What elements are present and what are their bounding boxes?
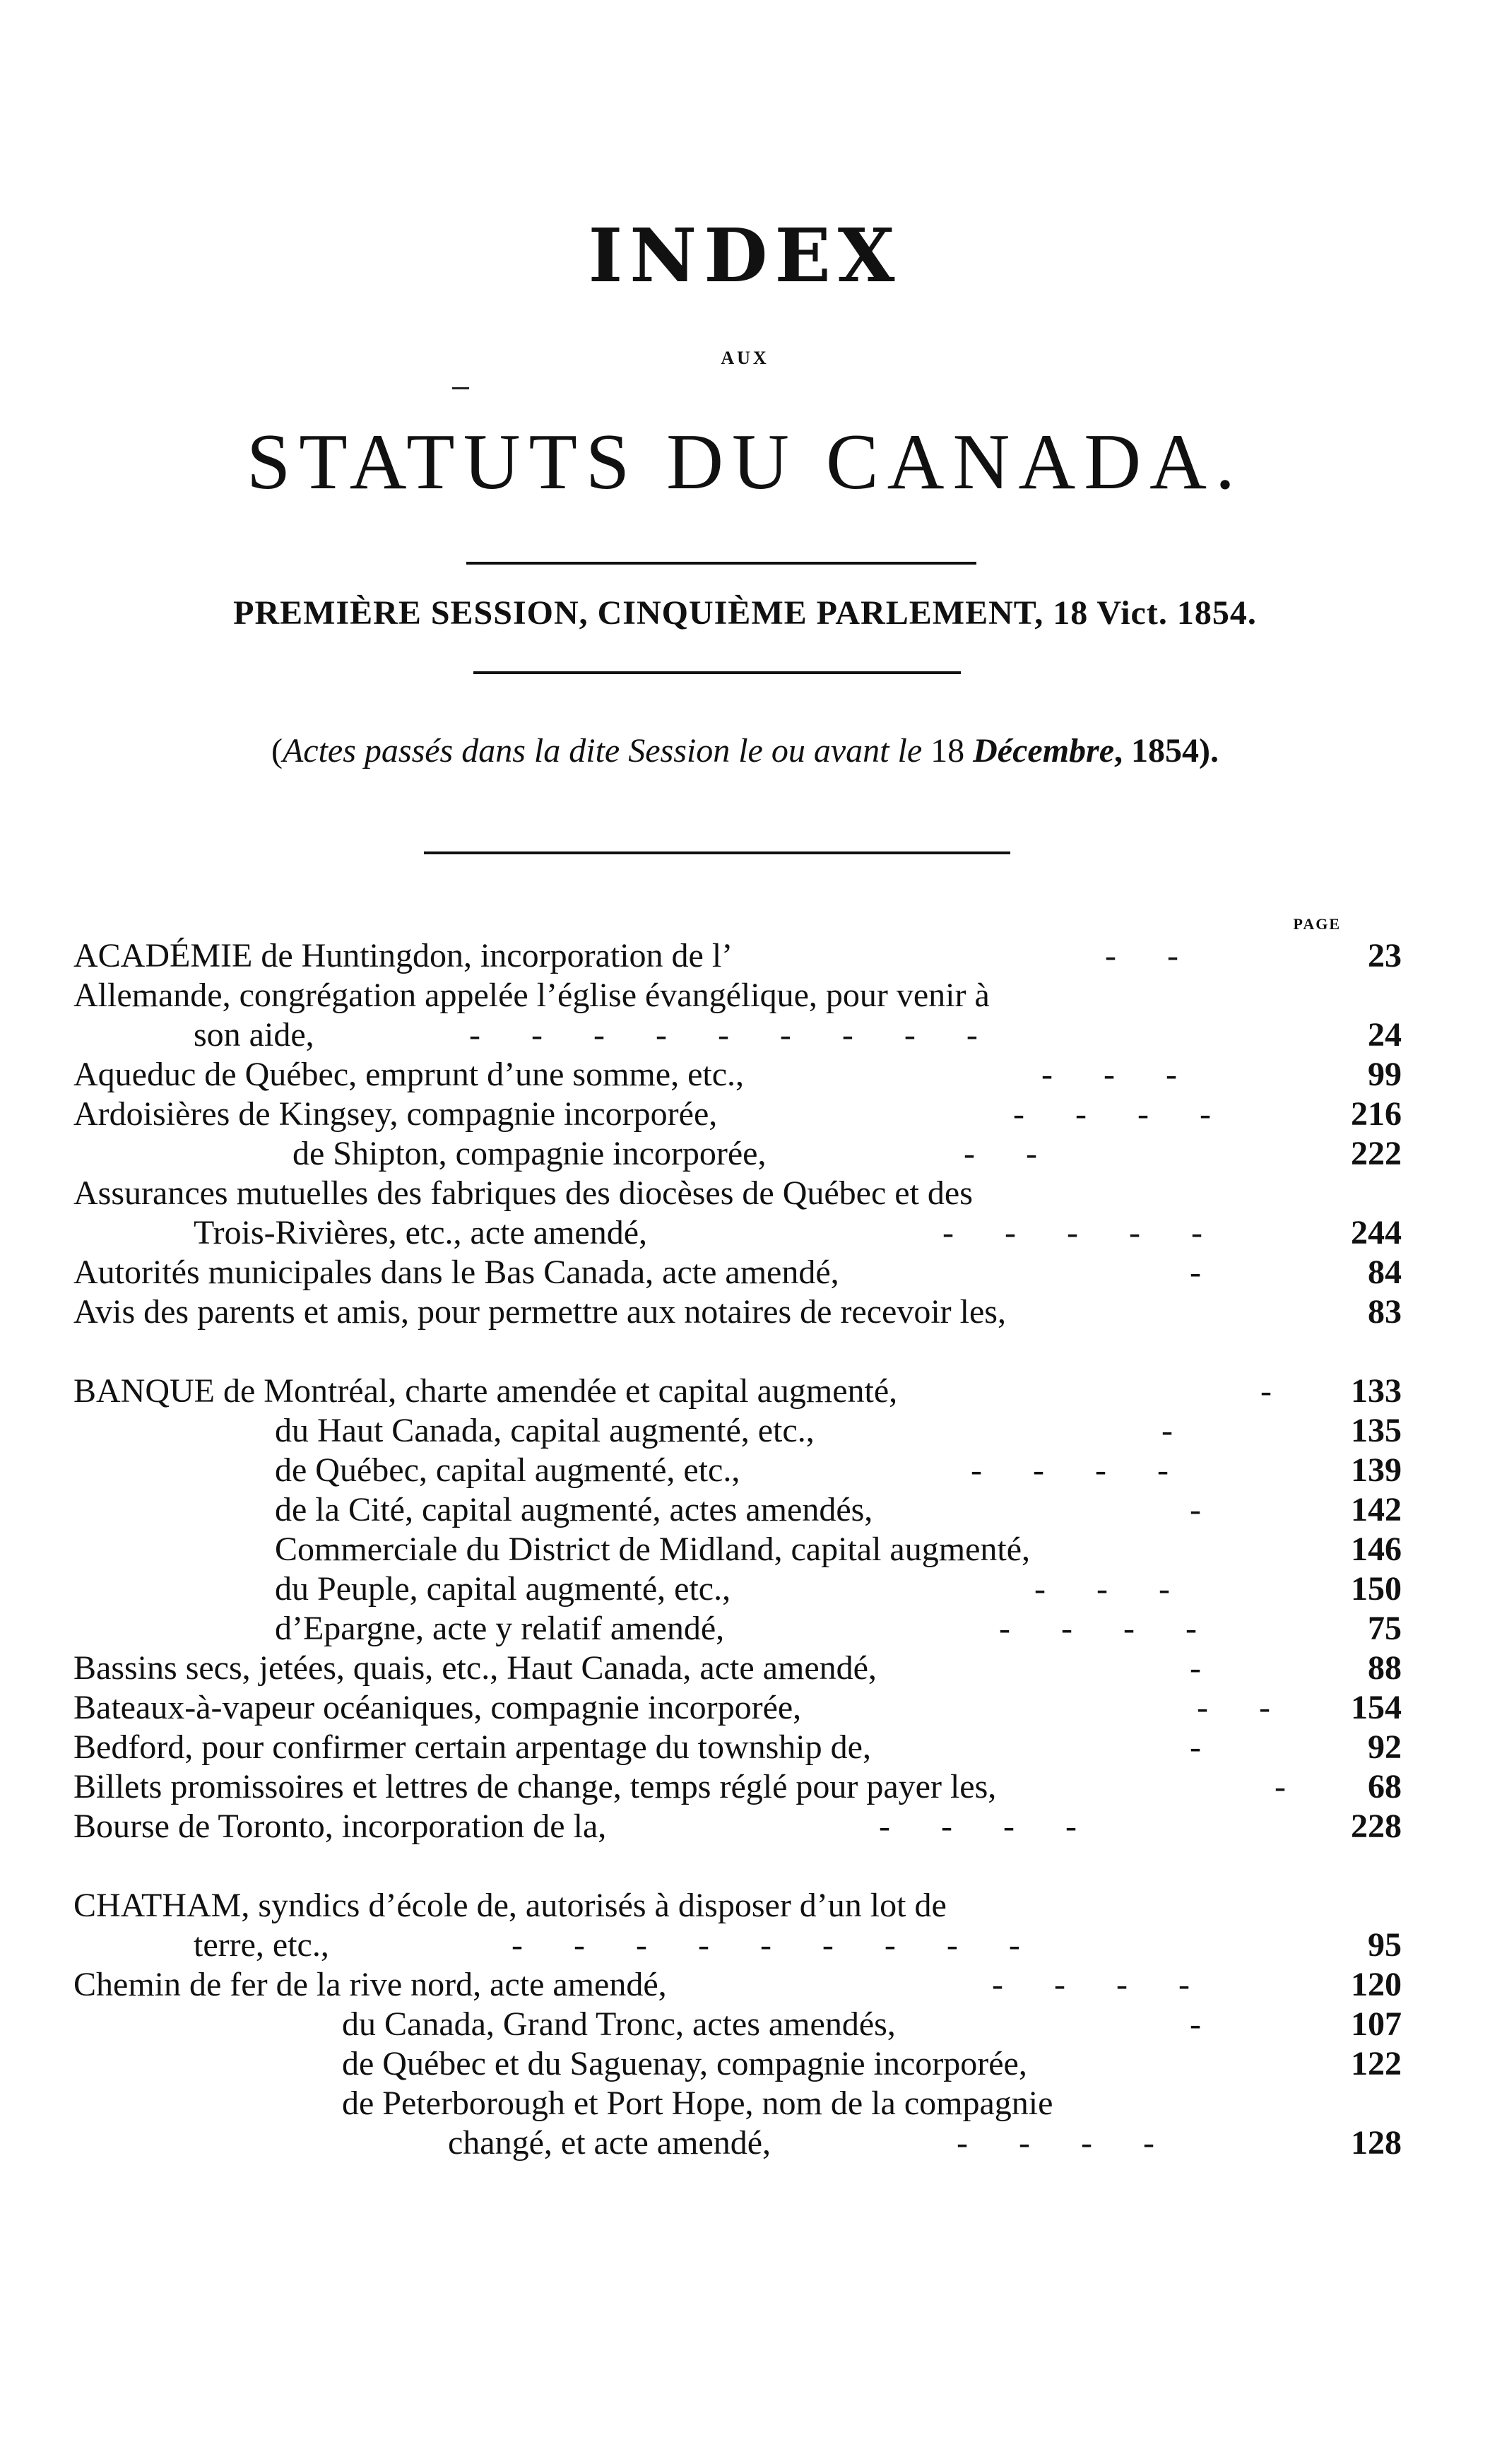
entry-text: de Québec, capital augmenté, etc., — [275, 1451, 740, 1489]
index-entry — [73, 2005, 1402, 2044]
page-number: 24 — [1368, 1016, 1402, 1054]
page-number: 135 — [1351, 1412, 1402, 1449]
dot-leader: - - — [1197, 1689, 1270, 1726]
page-number: 95 — [1368, 1926, 1402, 1964]
entry-text: de Québec et du Saguenay, compagnie incorporée, — [342, 2045, 1027, 2082]
entry-text: Trois-Rivières, etc., acte amendé, — [194, 1214, 648, 1251]
actes-number: 18 — [922, 732, 974, 770]
index-entry — [73, 1609, 1402, 1649]
entry-text: Autorités municipales dans le Bas Canada, acte amendé, — [73, 1254, 839, 1291]
page-number: 146 — [1351, 1531, 1402, 1568]
dot-leader: - — [1190, 1254, 1201, 1291]
index-entry — [73, 1490, 1402, 1530]
index-section — [73, 1372, 1402, 1846]
index-title: INDEX — [588, 212, 902, 299]
page-number: 68 — [1368, 1768, 1402, 1805]
index-entry — [73, 1807, 1402, 1846]
actes-italic-2: Décembre — [973, 732, 1115, 770]
dot-leader: - - - - - - - - - — [512, 1926, 1020, 1964]
title-rule — [466, 562, 976, 565]
ornament-dash — [452, 387, 469, 389]
dot-leader: - - - - — [1013, 1095, 1211, 1133]
dot-leader: - - - — [1041, 1056, 1177, 1093]
index-entry — [73, 1965, 1402, 2005]
entry-text: terre, etc., — [194, 1926, 329, 1964]
entry-text: de la Cité, capital augmenté, actes amendés, — [275, 1491, 873, 1528]
page-number: 216 — [1351, 1095, 1402, 1133]
index-entry — [73, 1015, 1402, 1055]
page-number: 75 — [1368, 1610, 1402, 1647]
index-entry — [73, 1451, 1402, 1490]
index-entry — [73, 1055, 1402, 1095]
entry-text: de Peterborough et Port Hope, nom de la compagnie — [342, 2085, 1053, 2122]
index-entry — [73, 1411, 1402, 1451]
entry-text: Bourse de Toronto, incorporation de la, — [73, 1808, 607, 1845]
entry-text: Billets promissoires et lettres de change, temps réglé pour payer les, — [73, 1768, 997, 1805]
index-entry — [73, 2044, 1402, 2084]
statuts-title: STATUTS DU CANADA. — [246, 418, 1244, 506]
index-entry — [73, 1134, 1402, 1174]
page-number: 222 — [1351, 1135, 1402, 1172]
index-section — [73, 1886, 1402, 2163]
index-entry — [73, 1688, 1402, 1728]
actes-line — [0, 731, 1490, 770]
dot-leader: - - - - - - - - - — [469, 1016, 978, 1054]
index-entry — [73, 2123, 1402, 2163]
entry-text: Bateaux-à-vapeur océaniques, compagnie incorporée, — [73, 1689, 802, 1726]
index-entry — [73, 1926, 1402, 1965]
entry-text: Aqueduc de Québec, emprunt d’une somme, etc., — [73, 1056, 745, 1093]
dot-leader: - - - - — [879, 1808, 1077, 1845]
entry-text: de Shipton, compagnie incorporée, — [292, 1135, 767, 1172]
page-number: 120 — [1351, 1966, 1402, 2003]
entry-text: changé, et acte amendé, — [448, 2124, 771, 2162]
actes-open: ( — [271, 732, 283, 770]
index-entry — [73, 1530, 1402, 1569]
entry-text: son aide, — [194, 1016, 314, 1054]
index-entry — [73, 1174, 1402, 1213]
entry-text: du Canada, Grand Tronc, actes amendés, — [342, 2005, 896, 2043]
dot-leader: - - — [1105, 937, 1178, 974]
entry-text: Allemande, congrégation appelée l’église évangélique, pour venir à — [73, 977, 990, 1014]
index-entry — [73, 1728, 1402, 1767]
entry-text: Bedford, pour confirmer certain arpentage du township de, — [73, 1728, 871, 1766]
page-column-label: PAGE — [1293, 915, 1341, 933]
dot-leader: - - - - — [957, 2124, 1154, 2162]
page-number: 92 — [1368, 1728, 1402, 1766]
index-entry — [73, 976, 1402, 1015]
page-number: 139 — [1351, 1451, 1402, 1489]
page-number: 128 — [1351, 2124, 1402, 2162]
index-entry — [73, 1292, 1402, 1332]
index-section — [73, 936, 1402, 1332]
index-entry — [73, 2084, 1402, 2123]
index-entry — [73, 1253, 1402, 1292]
dot-leader: - - — [964, 1135, 1037, 1172]
dot-leader: - — [1190, 2005, 1201, 2043]
dot-leader: - - - — [1034, 1570, 1170, 1608]
page-number: 83 — [1368, 1293, 1402, 1331]
session-rule — [473, 671, 961, 674]
entry-text: Commerciale du District de Midland, capital augmenté, — [275, 1531, 1031, 1568]
page-number: 99 — [1368, 1056, 1402, 1093]
page-number: 84 — [1368, 1254, 1402, 1291]
page-number: 228 — [1351, 1808, 1402, 1845]
page-number: 88 — [1368, 1649, 1402, 1687]
entry-text: du Peuple, capital augmenté, etc., — [275, 1570, 731, 1608]
entry-text: CHATHAM, syndics d’école de, autorisés à disposer d’un lot de — [73, 1887, 947, 1924]
entry-text: ACADÉMIE de Huntingdon, incorporation de l’ — [73, 937, 733, 974]
dot-leader: - - - - - — [942, 1214, 1202, 1251]
entry-text: Bassins secs, jetées, quais, etc., Haut Canada, acte amendé, — [73, 1649, 877, 1687]
page-number: 244 — [1351, 1214, 1402, 1251]
entry-text: BANQUE de Montréal, charte amendée et capital augmenté, — [73, 1372, 898, 1410]
index-entry — [73, 1213, 1402, 1253]
index-entries — [73, 936, 1402, 2163]
page-number: 142 — [1351, 1491, 1402, 1528]
page-number: 154 — [1351, 1689, 1402, 1726]
dot-leader: - — [1190, 1491, 1201, 1528]
actes-italic-1: Actes passés dans la dite Session le ou avant le — [282, 732, 923, 770]
entry-text: du Haut Canada, capital augmenté, etc., — [275, 1412, 815, 1449]
page-number: 23 — [1368, 937, 1402, 974]
entry-text: Chemin de fer de la rive nord, acte amendé, — [73, 1966, 667, 2003]
page-number: 150 — [1351, 1570, 1402, 1608]
index-entry — [73, 1569, 1402, 1609]
actes-rule — [424, 851, 1010, 854]
dot-leader: - — [1161, 1412, 1173, 1449]
page-number: 107 — [1351, 2005, 1402, 2043]
index-entry — [73, 1767, 1402, 1807]
entry-text: Assurances mutuelles des fabriques des diocèses de Québec et des — [73, 1174, 973, 1212]
entry-text: Ardoisières de Kingsey, compagnie incorporée, — [73, 1095, 718, 1133]
dot-leader: - — [1190, 1649, 1201, 1687]
index-entry — [73, 1886, 1402, 1926]
entry-text: d’Epargne, acte y relatif amendé, — [275, 1610, 725, 1647]
index-entry — [73, 1372, 1402, 1411]
page-number: 122 — [1351, 2045, 1402, 2082]
index-entry — [73, 1649, 1402, 1688]
dot-leader: - — [1190, 1728, 1201, 1766]
dot-leader: - — [1260, 1372, 1272, 1410]
page-number: 133 — [1351, 1372, 1402, 1410]
index-entry — [73, 1095, 1402, 1134]
actes-tail: , 1854). — [1114, 732, 1219, 770]
entry-text: Avis des parents et amis, pour permettre aux notaires de recevoir les, — [73, 1293, 1006, 1331]
index-entry — [73, 936, 1402, 976]
dot-leader: - - - - — [999, 1610, 1197, 1647]
dot-leader: - - - - — [992, 1966, 1190, 2003]
session-line: PREMIÈRE SESSION, CINQUIÈME PARLEMENT, 18 Vict. 1854. — [233, 594, 1257, 632]
dot-leader: - - - - — [971, 1451, 1169, 1489]
aux-subtitle: AUX — [721, 348, 769, 368]
dot-leader: - — [1275, 1768, 1286, 1805]
